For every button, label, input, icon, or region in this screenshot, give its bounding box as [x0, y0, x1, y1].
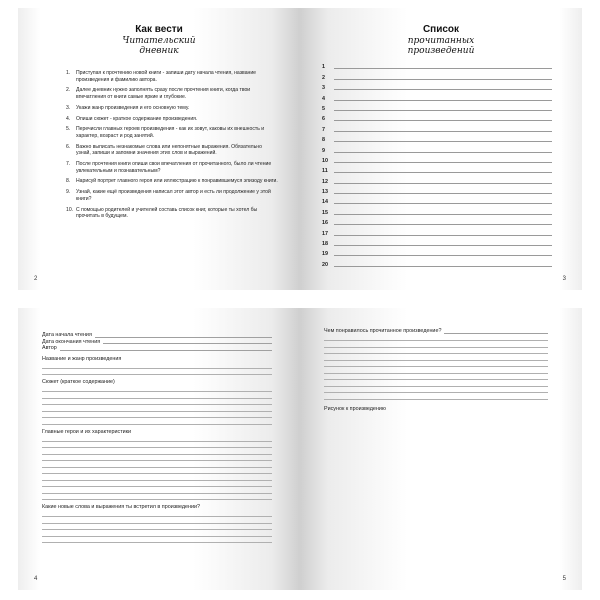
- heroes-lines[interactable]: [42, 435, 272, 500]
- instruction-text: Важно выписать незнакомые слова или непонятные выражения. Обязательно узнай, запиши и запомни значения этих слов и выражений.: [76, 143, 262, 157]
- top-spread: [18, 8, 582, 290]
- numbered-book-list: [322, 60, 552, 268]
- book-list-row-line: [334, 131, 552, 132]
- book-list-row-number: 17: [322, 230, 328, 237]
- bottom-spread: [18, 308, 582, 590]
- book-record-form: [42, 332, 272, 543]
- book-list-row-number: 5: [322, 105, 325, 112]
- book-list-row[interactable]: [322, 205, 552, 215]
- instruction-number: 8.: [66, 178, 71, 185]
- book-list-row-number: 7: [322, 126, 325, 133]
- page-title: Как вести: [135, 24, 183, 35]
- instruction-text: Узнай, какие ещё произведения написал этот автор и есть ли продолжение у этой книги?: [76, 189, 271, 202]
- instruction-item: [66, 178, 278, 185]
- instruction-item: [66, 126, 278, 139]
- liked-line: [444, 333, 548, 334]
- page-number: 3: [562, 276, 566, 282]
- page-subtitle-line1: прочитанных: [407, 36, 475, 46]
- book-list-row[interactable]: [322, 226, 552, 236]
- book-list-row[interactable]: [322, 154, 552, 164]
- book-list-row-number: 20: [322, 261, 328, 268]
- plot-lines[interactable]: [42, 386, 272, 425]
- book-list-row[interactable]: [322, 112, 552, 122]
- page-number: 4: [34, 576, 38, 582]
- book-list-row-number: 6: [322, 116, 325, 123]
- book-list-row-line: [334, 203, 552, 204]
- new-words-lines[interactable]: [42, 511, 272, 544]
- instruction-text: Перечисли главных героев произведения - как их зовут, каковы их внешность и характер, возраст и род занятий.: [76, 126, 265, 139]
- book-list-row-line: [334, 152, 552, 153]
- book-list-row-line: [334, 79, 552, 80]
- book-list-row[interactable]: [322, 102, 552, 112]
- new-words-label: Какие новые слова и выражения ты встретил в произведении?: [42, 504, 200, 510]
- book-list-row-line: [334, 120, 552, 121]
- book-list-row[interactable]: [322, 237, 552, 247]
- book-list-row-number: 12: [322, 178, 328, 185]
- page-book-record-form: [18, 308, 300, 590]
- instruction-item: [66, 105, 278, 112]
- instruction-text: Опиши сюжет - краткое содержание произведения.: [76, 115, 198, 122]
- book-list-row-number: 10: [322, 157, 328, 164]
- instruction-text: После прочтения книги опиши свои впечатления от прочитанного, было ли чтение увлекательным и познавательным?: [76, 161, 272, 174]
- book-list-row-line: [334, 266, 552, 267]
- instruction-number: 9.: [66, 189, 71, 196]
- instruction-text: С помощью родителей и учителей составь список книг, которые ты хотел бы прочитать в будущем.: [76, 206, 258, 220]
- instruction-number: 10.: [66, 206, 74, 213]
- book-list-row[interactable]: [322, 60, 552, 70]
- book-list-row-line: [334, 68, 552, 69]
- drawing-area[interactable]: [324, 418, 544, 568]
- book-list-row-line: [334, 245, 552, 246]
- start-date-label: Дата начала чтения: [42, 332, 92, 338]
- instruction-item: [66, 207, 278, 220]
- book-list-row[interactable]: [322, 164, 552, 174]
- book-list-row[interactable]: [322, 174, 552, 184]
- instruction-item: [66, 116, 278, 123]
- book-list-row-number: 4: [322, 95, 325, 102]
- title-genre-lines[interactable]: [42, 362, 272, 375]
- liked-lines[interactable]: [324, 335, 548, 400]
- book-list-row-line: [334, 110, 552, 111]
- book-list-row-number: 8: [322, 137, 325, 144]
- book-list-row[interactable]: [322, 143, 552, 153]
- page-number: 5: [562, 576, 566, 582]
- page-how-to-keep-diary: [18, 8, 300, 290]
- book-list-row-number: 9: [322, 147, 325, 154]
- book-list-row-line: [334, 214, 552, 215]
- author-label: Автор: [42, 345, 57, 351]
- plot-label: Сюжет (краткое содержание): [42, 379, 115, 385]
- writing-line: [42, 537, 272, 544]
- page-read-books-list: [300, 8, 582, 290]
- book-list-row[interactable]: [322, 216, 552, 226]
- instruction-number: 2.: [66, 87, 71, 94]
- book-list-row[interactable]: [322, 247, 552, 257]
- instruction-list: [66, 70, 278, 224]
- book-list-row-line: [334, 183, 552, 184]
- book-list-row-number: 11: [322, 168, 328, 175]
- instruction-text: Укажи жанр произведения и его основную тему.: [76, 104, 190, 111]
- instruction-number: 3.: [66, 104, 71, 111]
- book-list-row-line: [334, 89, 552, 90]
- impressions-form: [324, 328, 548, 412]
- book-list-row-number: 2: [322, 74, 325, 81]
- heroes-label: Главные герои и их характеристики: [42, 428, 132, 435]
- instruction-item: [66, 87, 278, 100]
- book-list-row[interactable]: [322, 185, 552, 195]
- instruction-text: Приступая к прочтению новой книги - запиши дату начала чтения, название произведения и фамилию автора.: [76, 70, 257, 83]
- drawing-label: Рисунок к произведению: [324, 405, 386, 412]
- book-list-row-line: [334, 193, 552, 194]
- book-list-row-number: 14: [322, 199, 328, 206]
- book-list-row-number: 18: [322, 241, 328, 248]
- book-list-row[interactable]: [322, 133, 552, 143]
- instruction-text: Нарисуй портрет главного героя или иллюстрацию к понравившемуся эпизоду книги.: [76, 178, 278, 185]
- end-date-label: Дата окончания чтения: [42, 338, 101, 345]
- book-list-row-line: [334, 235, 552, 236]
- book-list-row-line: [334, 224, 552, 225]
- book-list-row-number: 15: [322, 209, 328, 216]
- book-list-row[interactable]: [322, 81, 552, 91]
- instruction-number: 7.: [66, 161, 71, 168]
- page-subtitle-line1: Читательский: [122, 36, 196, 46]
- instruction-item: [66, 189, 278, 202]
- instruction-number: 5.: [66, 126, 71, 133]
- book-list-row[interactable]: [322, 70, 552, 80]
- book-list-row-line: [334, 141, 552, 142]
- instruction-item: [66, 144, 278, 157]
- book-list-row-line: [334, 255, 552, 256]
- liked-label: Чем понравилось прочитанное произведение?: [324, 328, 442, 334]
- start-date-line: [95, 337, 272, 338]
- book-list-row-line: [334, 100, 552, 101]
- instruction-number: 1.: [66, 70, 71, 76]
- end-date-line: [103, 343, 272, 344]
- book-list-row[interactable]: [322, 91, 552, 101]
- instruction-number: 4.: [66, 115, 71, 122]
- title-genre-label: Название и жанр произведения: [42, 355, 122, 362]
- book-list-row-line: [334, 172, 552, 173]
- page-title: Список: [422, 24, 460, 35]
- book-list-row[interactable]: [322, 257, 552, 267]
- page-number: 2: [34, 276, 38, 282]
- author-line: [60, 350, 272, 351]
- instruction-number: 6.: [66, 143, 71, 150]
- book-list-row-line: [334, 162, 552, 163]
- book-list-row-number: 13: [322, 189, 328, 196]
- book-list-row-number: 16: [322, 220, 328, 227]
- page-subtitle-line2: дневник: [139, 46, 179, 56]
- book-list-row[interactable]: [322, 195, 552, 205]
- instruction-item: [66, 161, 278, 174]
- book-list-row-number: 1: [322, 64, 325, 71]
- book-list-row-number: 19: [322, 251, 328, 258]
- instruction-text: Далее дневник нужно заполнять сразу после прочтения книги, когда твои впечатления от книги самые яркие и глубокие.: [76, 87, 251, 100]
- book-list-row[interactable]: [322, 122, 552, 132]
- page-subtitle-line2: произведений: [407, 46, 475, 56]
- page-impressions: [300, 308, 582, 590]
- instruction-item: [66, 70, 278, 83]
- book-list-row-number: 3: [322, 85, 325, 92]
